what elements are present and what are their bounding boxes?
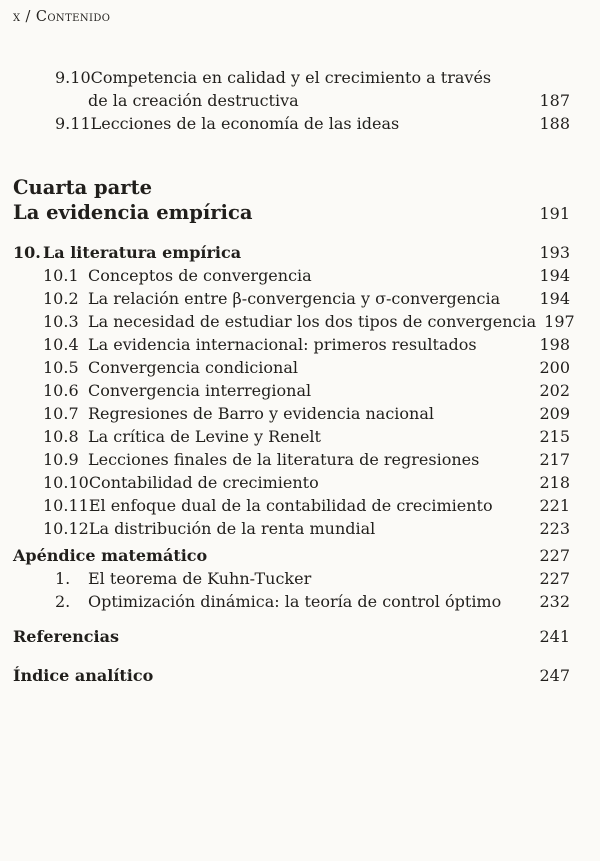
toc-entry (13, 471, 570, 494)
toc-part-heading (13, 175, 570, 226)
backmatter-page: 247 (539, 666, 570, 685)
toc-entry-title: La crítica de Levine y Renelt (88, 427, 321, 446)
toc-entry (13, 567, 570, 590)
toc-entry-page: 232 (539, 592, 570, 611)
toc-entry (13, 402, 570, 425)
backmatter-title: Índice analítico (13, 666, 154, 685)
toc-entry-title: La distribución de la renta mundial (88, 519, 376, 538)
toc-entry-number: 10.8 (43, 427, 79, 446)
part-label: Cuarta parte (13, 176, 152, 199)
toc-entry-number: 10.11 (43, 496, 89, 515)
part-label-row (13, 175, 570, 200)
toc-entry-title: Optimización dinámica: la teoría de control óptimo (88, 592, 502, 611)
toc-entry-page: 218 (539, 473, 570, 492)
toc-entry-page: 188 (539, 114, 570, 133)
toc-entry (13, 379, 570, 402)
toc-appendix-heading (13, 544, 570, 567)
toc-entry-page: 200 (539, 358, 570, 377)
toc-entry (13, 66, 570, 89)
toc-entry-number: 10.7 (43, 404, 79, 423)
backmatter-page: 241 (539, 627, 570, 646)
toc-entry-page: 227 (539, 569, 570, 588)
toc-entry-page: 198 (539, 335, 570, 354)
toc-entry-number: 10.2 (43, 289, 79, 308)
appendix-title: Apéndice matemático (13, 546, 208, 565)
running-header: x / Contenido (13, 9, 111, 25)
toc-entry (13, 264, 570, 287)
toc-entry-title: Regresiones de Barro y evidencia nacional (88, 404, 434, 423)
toc-entry (13, 356, 570, 379)
toc-entry-title: Contabilidad de crecimiento (88, 473, 319, 492)
toc-entry-title-line1: Competencia en calidad y el crecimiento a través (90, 68, 492, 87)
chapter-page: 193 (539, 243, 570, 262)
toc-entry-title: Convergencia interregional (88, 381, 312, 400)
toc-entry-number: 10.3 (43, 312, 79, 331)
toc-entry (13, 517, 570, 540)
toc-entry-page: 202 (539, 381, 570, 400)
toc-entry-page: 221 (539, 496, 570, 515)
toc-entry-number: 9.10 (55, 68, 91, 87)
toc-entry-number: 10.4 (43, 335, 79, 354)
toc-entry (13, 590, 570, 613)
toc-entry-page: 197 (544, 312, 575, 331)
toc-entry (13, 112, 570, 135)
toc-entry-title: Lecciones finales de la literatura de regresiones (88, 450, 480, 469)
toc-entry-title: La relación entre β-convergencia y σ-convergencia (88, 289, 501, 308)
chapter-number: 10. (13, 243, 41, 262)
toc-carryover-block (13, 66, 570, 135)
toc-entry-title: La evidencia internacional: primeros resultados (88, 335, 477, 354)
toc-entry (13, 333, 570, 356)
toc-entry-number: 10.9 (43, 450, 79, 469)
appendix-page: 227 (539, 546, 570, 565)
toc-entry-number: 10.5 (43, 358, 79, 377)
chapter-title: La literatura empírica (43, 243, 242, 262)
toc-entry-title: Lecciones de la economía de las ideas (90, 114, 400, 133)
toc-entry-number: 2. (55, 592, 71, 611)
toc-entry-page: 187 (539, 91, 570, 110)
toc-entry-title: El enfoque dual de la contabilidad de crecimiento (88, 496, 493, 515)
toc-entry-number: 10.6 (43, 381, 79, 400)
toc-entry-title: Convergencia condicional (88, 358, 298, 377)
toc-backmatter-entry (13, 664, 570, 687)
toc-entry-title-line2: de la creación destructiva (88, 91, 299, 110)
toc-entry-page: 194 (539, 289, 570, 308)
toc-entry-title: El teorema de Kuhn-Tucker (88, 569, 312, 588)
toc-chapter-entry (13, 241, 570, 264)
toc-entry (13, 287, 570, 310)
toc-entry-number: 1. (55, 569, 71, 588)
toc-entry (13, 494, 570, 517)
toc-entry (13, 448, 570, 471)
part-page: 191 (539, 204, 570, 223)
toc-entry-title: Conceptos de convergencia (88, 266, 312, 285)
toc-entry-page: 215 (539, 427, 570, 446)
toc-entry-number: 10.10 (43, 473, 89, 492)
backmatter-title: Referencias (13, 627, 119, 646)
toc-entry-title: La necesidad de estudiar los dos tipos de convergencia (88, 312, 537, 331)
part-title-row (13, 200, 570, 226)
toc-entry (13, 310, 575, 333)
toc-entry (13, 425, 570, 448)
toc-entry-number: 10.12 (43, 519, 89, 538)
part-title: La evidencia empírica (13, 201, 253, 224)
toc-entry-page: 194 (539, 266, 570, 285)
toc-entry-page: 217 (539, 450, 570, 469)
toc-entry-continuation (13, 89, 570, 112)
toc-entry-page: 209 (539, 404, 570, 423)
toc-entry-number: 9.11 (55, 114, 91, 133)
toc-entry-page: 223 (539, 519, 570, 538)
toc-entry-number: 10.1 (43, 266, 79, 285)
toc-backmatter-entry (13, 625, 570, 648)
